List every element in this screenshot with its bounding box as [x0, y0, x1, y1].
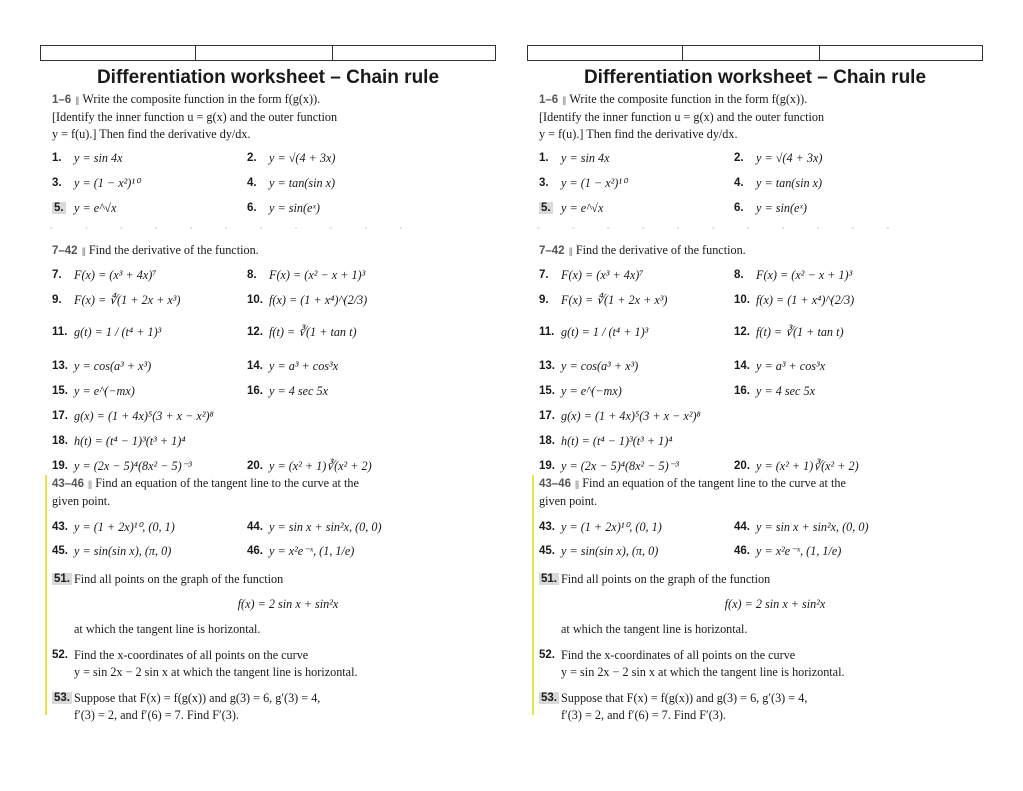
worksheet-title: Differentiation worksheet – Chain rule: [96, 67, 440, 88]
problem-expression: y = 4 sec 5x: [269, 384, 328, 398]
problem-number: 5.: [54, 202, 64, 214]
problem-row: [52, 458, 496, 475]
problem-number: 18.: [539, 435, 555, 447]
problem-expression: y = (x² + 1)∛(x² + 2): [756, 459, 859, 473]
problem-number: 9.: [52, 294, 62, 306]
problem-number: 14.: [734, 360, 750, 372]
problem-number: 9.: [539, 294, 549, 306]
problem-row: [539, 267, 983, 292]
problem-expression: y = sin x + sin²x, (0, 0): [269, 520, 382, 534]
problem-number: 44.: [247, 521, 263, 533]
section-instruction: Write the composite function in the form f(g(x)).: [82, 92, 321, 106]
problem-number: 15.: [52, 385, 68, 397]
section-instruction: [Identify the inner function u = g(x) and the outer function: [52, 110, 338, 124]
section-instruction: Find the derivative of the function.: [88, 243, 259, 257]
problem-number: 8.: [734, 269, 744, 281]
bars-icon: ||||: [75, 95, 79, 105]
problem-row: [539, 175, 983, 200]
problem-expression: y = (2x − 5)⁴(8x² − 5)⁻³: [74, 459, 192, 473]
problem-number: 10.: [247, 294, 263, 306]
problem-expression: F(x) = (x³ + 4x)⁷: [74, 268, 157, 282]
problem-expression: y = e^(−mx): [74, 384, 135, 398]
problem-expression: y = e^√x: [74, 201, 117, 215]
section-instruction: given point.: [539, 494, 598, 508]
problem-formula: f(x) = 2 sin x + sin²x: [237, 597, 339, 611]
problem-expression: F(x) = ∜(1 + 2x + x³): [561, 293, 668, 307]
problem-expression: y = (1 + 2x)¹⁰, (0, 1): [561, 520, 662, 534]
problem-text: f′(3) = 2, and f′(6) = 7. Find F′(3).: [74, 708, 239, 722]
problem-number: 7.: [539, 269, 549, 281]
problem-number: 44.: [734, 521, 750, 533]
section-range: 7–42: [52, 245, 78, 257]
problem-text: Find all points on the graph of the function: [74, 572, 284, 586]
problem-number: 2.: [247, 152, 257, 164]
problem-expression: y = √(4 + 3x): [269, 151, 336, 165]
problem-expression: F(x) = (x² − x + 1)³: [269, 268, 366, 282]
problem-row: [52, 150, 496, 175]
problem-row: [52, 175, 496, 200]
problem-expression: y = sin(sin x), (π, 0): [74, 544, 172, 558]
header-cell: [196, 46, 333, 60]
problem-number: 4.: [247, 177, 257, 189]
problem-expression: y = tan(sin x): [269, 176, 336, 190]
problem-number: 11.: [539, 326, 555, 338]
problem-number: 5.: [541, 202, 551, 214]
problem-number: 46.: [247, 545, 263, 557]
section-7-42: [40, 242, 496, 475]
problem-number: 17.: [539, 410, 555, 422]
problem-expression: y = (1 − x²)¹⁰: [561, 176, 627, 190]
section-7-42: [527, 242, 983, 475]
problem-expression: y = sin x + sin²x, (0, 0): [756, 520, 869, 534]
problem-expression: y = (x² + 1)∛(x² + 2): [269, 459, 372, 473]
header-cell: [528, 46, 683, 60]
problem-row: [52, 200, 496, 220]
section-43-46: [40, 475, 496, 724]
dot-separator: ◦ ◦ ◦ ◦ ◦ ◦ ◦ ◦ ◦ ◦ ◦: [537, 224, 889, 232]
problem-53: [539, 690, 983, 707]
problem-text: y = sin 2x − 2 sin x at which the tangent line is horizontal.: [74, 665, 358, 679]
problem-row: [539, 292, 983, 324]
problem-expression: h(t) = (t⁴ − 1)³(t³ + 1)⁴: [74, 434, 186, 448]
header-cell: [41, 46, 196, 60]
problem-text: Suppose that F(x) = f(g(x)) and g(3) = 6, g′(3) = 4,: [561, 691, 808, 705]
section-range: 1–6: [539, 94, 559, 106]
problem-number: 51.: [541, 573, 557, 585]
problem-number: 13.: [539, 360, 555, 372]
dot-separator: ◦ ◦ ◦ ◦ ◦ ◦ ◦ ◦ ◦ ◦ ◦: [50, 224, 402, 232]
problem-text: at which the tangent line is horizontal.: [74, 622, 261, 636]
highlight-line: [532, 475, 534, 715]
problem-number: 10.: [734, 294, 750, 306]
problem-number: 6.: [247, 202, 257, 214]
problem-expression: y = sin(eˣ): [269, 201, 320, 215]
problem-row: [539, 324, 983, 358]
section-1-6: [40, 91, 496, 220]
section-instruction: given point.: [52, 494, 111, 508]
problem-expression: g(x) = (1 + 4x)⁵(3 + x − x²)⁸: [561, 409, 701, 423]
problem-formula: f(x) = 2 sin x + sin²x: [724, 597, 826, 611]
bars-icon: ||||: [568, 246, 572, 256]
problem-expression: y = sin 4x: [74, 151, 123, 165]
problem-number: 2.: [734, 152, 744, 164]
problem-number: 1.: [539, 152, 549, 164]
problem-number: 45.: [52, 545, 68, 557]
problem-row: [52, 383, 496, 408]
problem-expression: y = tan(sin x): [756, 176, 823, 190]
problem-expression: y = e^(−mx): [561, 384, 622, 398]
problem-number: 8.: [247, 269, 257, 281]
problem-expression: y = (1 + 2x)¹⁰, (0, 1): [74, 520, 175, 534]
section-instruction: Find an equation of the tangent line to the curve at the: [582, 476, 846, 490]
bars-icon: ||||: [574, 479, 579, 489]
problem-row: [539, 150, 983, 175]
section-range: 43–46: [539, 478, 571, 490]
problem-expression: y = cos(a³ + x³): [74, 359, 152, 373]
section-range: 43–46: [52, 478, 84, 490]
problem-number: 1.: [52, 152, 62, 164]
problem-expression: g(t) = 1 / (t⁴ + 1)³: [74, 325, 162, 339]
problem-51: [52, 571, 496, 588]
bars-icon: ||||: [562, 95, 566, 105]
problem-row: [539, 433, 983, 458]
worksheet-left: [40, 45, 496, 724]
worksheet-title: Differentiation worksheet – Chain rule: [583, 67, 927, 88]
problem-text: Find the x-coordinates of all points on the curve: [561, 648, 796, 662]
problem-row: [52, 433, 496, 458]
problem-number: 3.: [539, 177, 549, 189]
problem-52: [52, 647, 496, 664]
section-range: 1–6: [52, 94, 72, 106]
problem-expression: h(t) = (t⁴ − 1)³(t³ + 1)⁴: [561, 434, 673, 448]
problem-number: 51.: [54, 573, 70, 585]
problem-number: 45.: [539, 545, 555, 557]
problem-number: 46.: [734, 545, 750, 557]
section-instruction: Find an equation of the tangent line to the curve at the: [95, 476, 359, 490]
problem-text: at which the tangent line is horizontal.: [561, 622, 748, 636]
problem-number: 16.: [734, 385, 750, 397]
problem-expression: f(x) = (1 + x⁴)^(2/3): [756, 293, 855, 307]
problem-number: 7.: [52, 269, 62, 281]
problem-number: 19.: [52, 460, 68, 472]
problem-number: 17.: [52, 410, 68, 422]
problem-row: [539, 358, 983, 383]
problem-row: [539, 408, 983, 433]
bars-icon: ||||: [81, 246, 85, 256]
problem-number: 43.: [539, 521, 555, 533]
problem-expression: y = √(4 + 3x): [756, 151, 823, 165]
problem-row: [52, 408, 496, 433]
header-table: [527, 45, 983, 61]
problem-expression: g(t) = 1 / (t⁴ + 1)³: [561, 325, 649, 339]
problem-text: Find all points on the graph of the function: [561, 572, 771, 586]
problem-expression: y = (1 − x²)¹⁰: [74, 176, 140, 190]
problem-number: 53.: [54, 692, 70, 704]
problem-53: [52, 690, 496, 707]
problem-number: 52.: [52, 649, 68, 661]
header-cell: [820, 46, 982, 60]
header-table: [40, 45, 496, 61]
problem-row: [52, 519, 496, 543]
problem-number: 13.: [52, 360, 68, 372]
problem-number: 18.: [52, 435, 68, 447]
problem-expression: g(x) = (1 + 4x)⁵(3 + x − x²)⁸: [74, 409, 214, 423]
problem-number: 16.: [247, 385, 263, 397]
problem-expression: y = x²e⁻ˣ, (1, 1/e): [756, 544, 842, 558]
problem-number: 53.: [541, 692, 557, 704]
section-instruction: [Identify the inner function u = g(x) and the outer function: [539, 110, 825, 124]
problem-row: [52, 543, 496, 571]
problem-row: [52, 292, 496, 324]
section-43-46: [527, 475, 983, 724]
problem-expression: f(t) = ∛(1 + tan t): [269, 325, 357, 339]
header-cell: [333, 46, 495, 60]
problem-expression: F(x) = ∜(1 + 2x + x³): [74, 293, 181, 307]
problem-expression: f(x) = (1 + x⁴)^(2/3): [269, 293, 368, 307]
problem-expression: F(x) = (x² − x + 1)³: [756, 268, 853, 282]
problem-number: 12.: [247, 326, 263, 338]
problem-number: 20.: [734, 460, 750, 472]
problem-expression: y = x²e⁻ˣ, (1, 1/e): [269, 544, 355, 558]
problem-row: [539, 458, 983, 475]
highlight-line: [45, 475, 47, 715]
section-range: 7–42: [539, 245, 565, 257]
problem-expression: y = e^√x: [561, 201, 604, 215]
problem-expression: f(t) = ∛(1 + tan t): [756, 325, 844, 339]
problem-number: 19.: [539, 460, 555, 472]
problem-row: [539, 519, 983, 543]
problem-number: 43.: [52, 521, 68, 533]
problem-52: [539, 647, 983, 664]
problem-expression: y = a³ + cos³x: [269, 359, 339, 373]
problem-51: [539, 571, 983, 588]
problem-expression: y = 4 sec 5x: [756, 384, 815, 398]
problem-text: Suppose that F(x) = f(g(x)) and g(3) = 6, g′(3) = 4,: [74, 691, 321, 705]
problem-number: 20.: [247, 460, 263, 472]
section-instruction: Find the derivative of the function.: [575, 243, 746, 257]
problem-row: [52, 324, 496, 358]
problem-number: 11.: [52, 326, 68, 338]
problem-number: 14.: [247, 360, 263, 372]
section-instruction: Write the composite function in the form f(g(x)).: [569, 92, 808, 106]
problem-text: f′(3) = 2, and f′(6) = 7. Find F′(3).: [561, 708, 726, 722]
problem-expression: y = (2x − 5)⁴(8x² − 5)⁻³: [561, 459, 679, 473]
section-instruction: y = f(u).] Then find the derivative dy/dx.: [539, 127, 738, 141]
problem-number: 6.: [734, 202, 744, 214]
problem-number: 12.: [734, 326, 750, 338]
problem-expression: y = sin(sin x), (π, 0): [561, 544, 659, 558]
problem-row: [539, 200, 983, 220]
problem-number: 15.: [539, 385, 555, 397]
problem-expression: y = sin(eˣ): [756, 201, 807, 215]
header-cell: [683, 46, 820, 60]
problem-text: Find the x-coordinates of all points on the curve: [74, 648, 309, 662]
problem-number: 4.: [734, 177, 744, 189]
bars-icon: ||||: [87, 479, 92, 489]
problem-expression: y = cos(a³ + x³): [561, 359, 639, 373]
problem-expression: y = a³ + cos³x: [756, 359, 826, 373]
section-instruction: y = f(u).] Then find the derivative dy/dx.: [52, 127, 251, 141]
problem-row: [52, 358, 496, 383]
problem-number: 52.: [539, 649, 555, 661]
worksheet-right: [527, 45, 983, 724]
problem-number: 3.: [52, 177, 62, 189]
problem-row: [539, 383, 983, 408]
problem-expression: y = sin 4x: [561, 151, 610, 165]
section-1-6: [527, 91, 983, 220]
problem-expression: F(x) = (x³ + 4x)⁷: [561, 268, 644, 282]
problem-row: [539, 543, 983, 571]
problem-text: y = sin 2x − 2 sin x at which the tangent line is horizontal.: [561, 665, 845, 679]
problem-row: [52, 267, 496, 292]
